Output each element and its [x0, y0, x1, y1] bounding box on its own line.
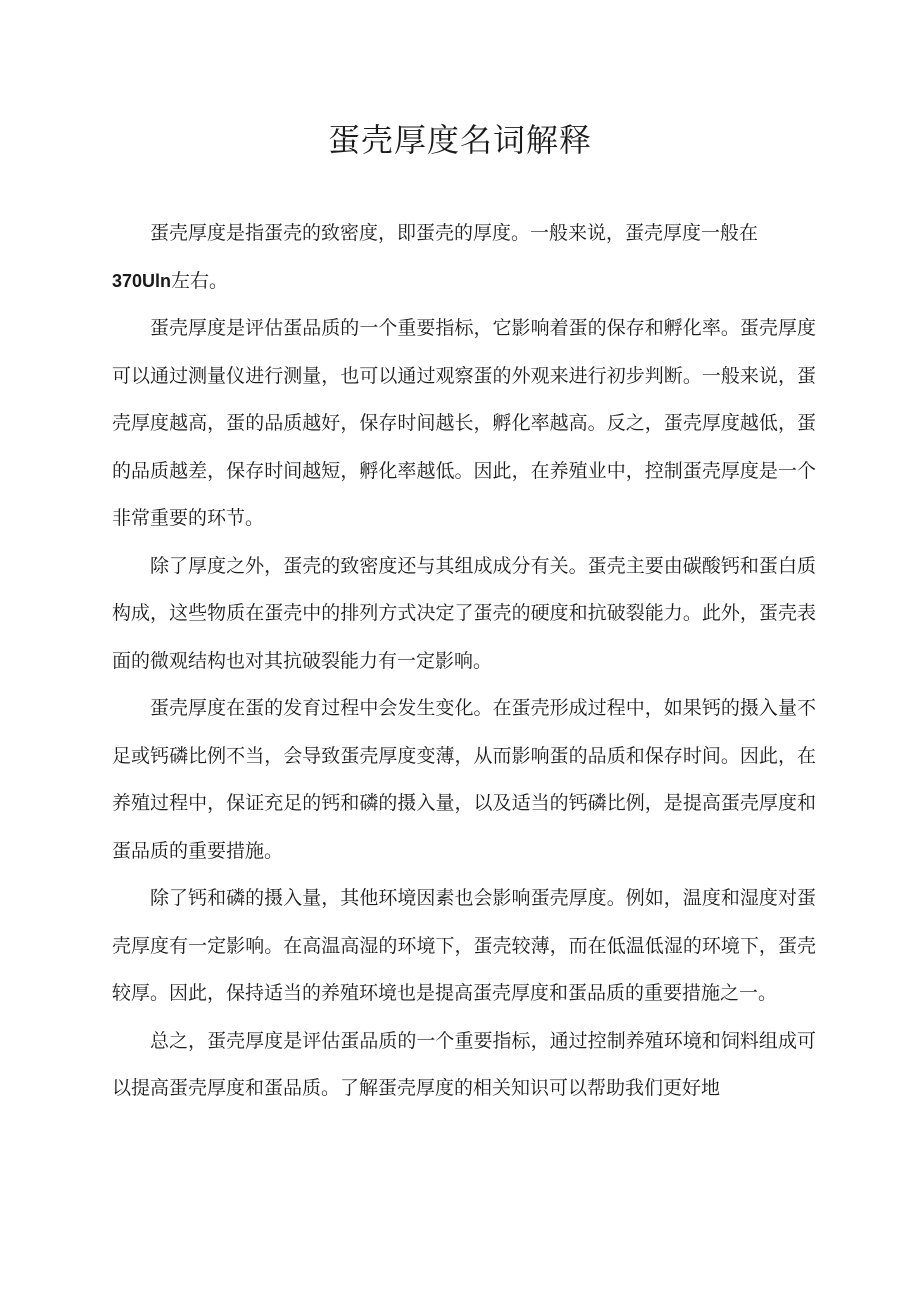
thickness-value: 370Uln: [112, 270, 172, 291]
paragraph-6: 总之，蛋壳厚度是评估蛋品质的一个重要指标，通过控制养殖环境和饲料组成可以提高蛋壳厚度和蛋品质。了解蛋壳厚度的相关知识可以帮助我们更好地: [112, 1029, 816, 1099]
paragraph-1-text-before: 蛋壳厚度是指蛋壳的致密度，即蛋壳的厚度。一般来说，蛋壳厚度一般在: [150, 222, 759, 244]
paragraph-1: [112, 210, 816, 305]
paragraph-1-text-after: 左右。: [171, 269, 229, 292]
document-body: [112, 210, 816, 1113]
paragraph-5: 除了钙和磷的摄入量，其他环境因素也会影响蛋壳厚度。例如，温度和湿度对蛋壳厚度有一定影响。在高温高湿的环境下，蛋壳较薄，而在低温低湿的环境下，蛋壳较厚。因此，保持适当的养殖环境也是提高蛋壳厚度和蛋品质的重要措施之一。: [112, 887, 816, 1004]
document-title: 蛋壳厚度名词解释: [327, 121, 592, 159]
paragraph-2: 蛋壳厚度是评估蛋品质的一个重要指标，它影响着蛋的保存和孵化率。蛋壳厚度可以通过测量仪进行测量，也可以通过观察蛋的外观来进行初步判断。一般来说，蛋壳厚度越高，蛋的品质越好，保存时间越长，孵化率越高。反之，蛋壳厚度越低，蛋的品质越差，保存时间越短，孵化率越低。因此，在养殖业中，控制蛋壳厚度是一个非常重要的环节。: [112, 317, 816, 529]
paragraph-4: 蛋壳厚度在蛋的发育过程中会发生变化。在蛋壳形成过程中，如果钙的摄入量不足或钙磷比例不当，会导致蛋壳厚度变薄，从而影响蛋的品质和保存时间。因此，在养殖过程中，保证充足的钙和磷的摄入量，以及适当的钙磷比例，是提高蛋壳厚度和蛋品质的重要措施。: [112, 697, 816, 862]
paragraph-3: 除了厚度之外，蛋壳的致密度还与其组成成分有关。蛋壳主要由碳酸钙和蛋白质构成，这些物质在蛋壳中的排列方式决定了蛋壳的硬度和抗破裂能力。此外，蛋壳表面的微观结构也对其抗破裂能力有一定影响。: [112, 554, 816, 672]
